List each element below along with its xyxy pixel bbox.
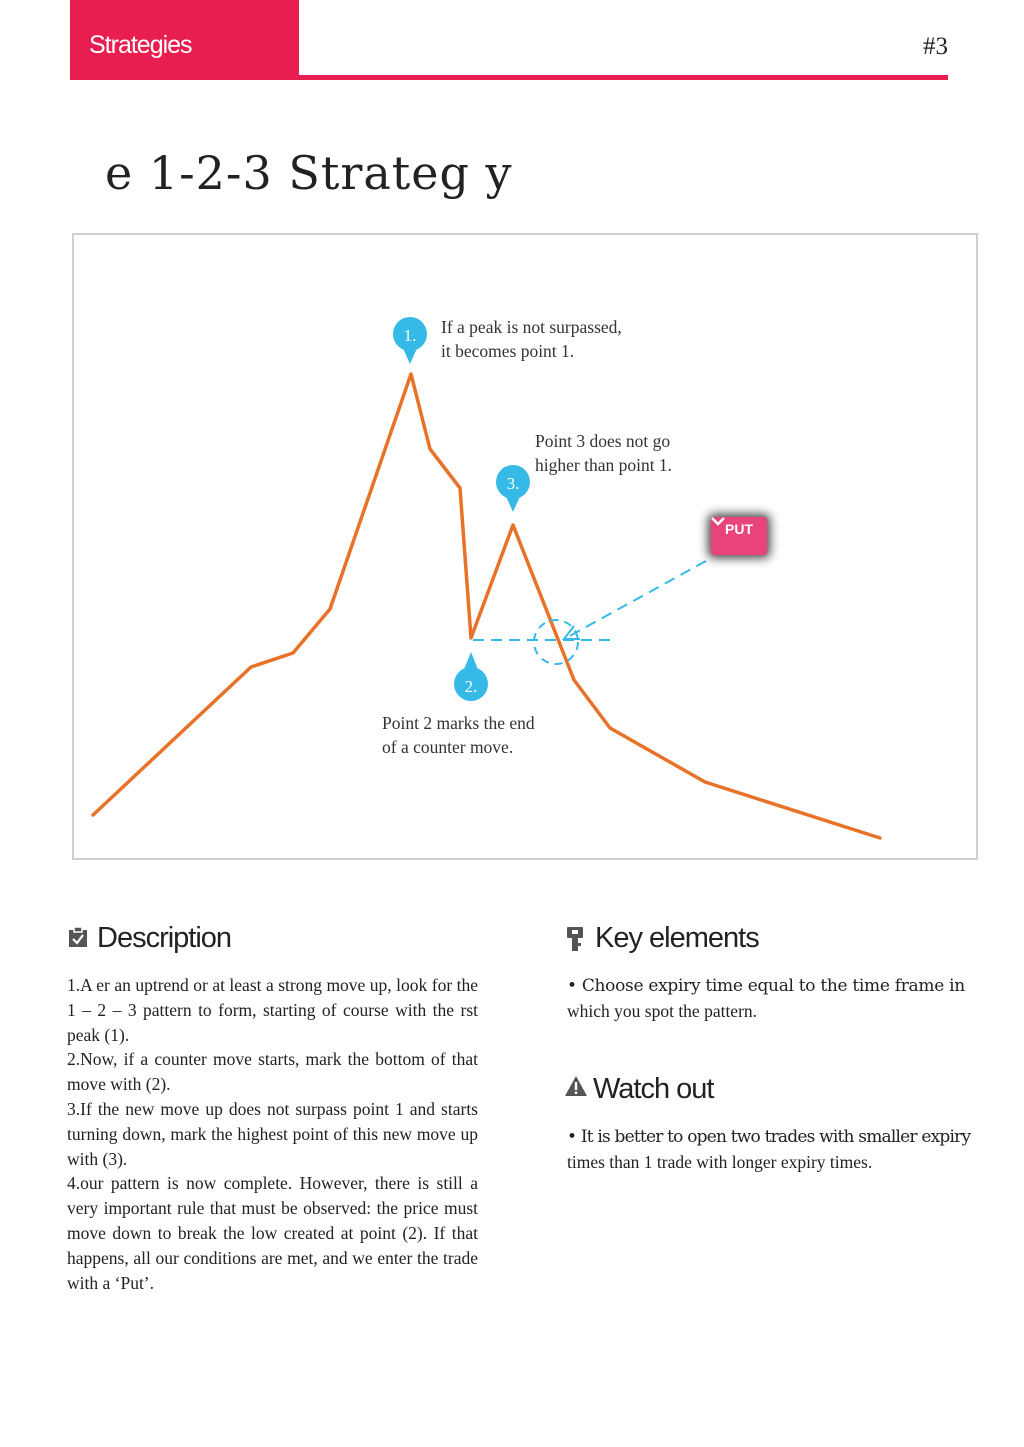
key-elements-rest: which you spot the pattern. <box>567 1000 758 1021</box>
warning-icon <box>564 1075 588 1097</box>
clipboard-check-icon <box>68 927 88 948</box>
key-elements-body <box>567 974 977 1023</box>
description-body <box>67 973 478 1295</box>
key-elements-heading: Key elements <box>595 922 759 954</box>
header-tab <box>70 0 299 76</box>
key-elements-lead: • Choose expiry time equal to the time frame in <box>567 976 965 996</box>
point-2-callout: Point 2 marks the end of a counter move. <box>382 713 535 757</box>
point-3-callout: Point 3 does not go higher than point 1. <box>535 431 673 475</box>
page-title: e 1-2-3 Strateg y <box>105 146 513 200</box>
point-2-marker <box>452 650 490 700</box>
point-1-marker <box>391 316 429 366</box>
put-button[interactable] <box>711 517 767 555</box>
description-step-4: 4.our pattern is now complete. However, there is still a very important rule that must be observed: the price must move down to break the low created at point (2). If that happens, all our conditions are met, and we enter the trade with a ‘Put’. <box>67 1173 478 1293</box>
watch-out-body <box>567 1125 977 1174</box>
point-2-label: 2. <box>464 677 478 696</box>
chevron-down-icon <box>711 517 725 526</box>
breakout-circle <box>534 620 578 664</box>
point-3-marker <box>494 464 532 514</box>
description-step-1: 1.A er an uptrend or at least a strong move up, look for the 1 – 2 – 3 pattern to form, starting of course with the rst peak (1). <box>67 975 478 1045</box>
page-number: #3 <box>923 33 948 60</box>
watch-out-lead: • It is better to open two trades with smaller expiry <box>567 1127 971 1147</box>
put-label: PUT <box>725 521 753 537</box>
description-step-2: 2.Now, if a counter move starts, mark the bottom of that move with (2). <box>67 1049 478 1095</box>
description-heading: Description <box>97 922 232 954</box>
point-1-callout: If a peak is not surpassed, it becomes point 1. <box>441 317 622 361</box>
section-label: Strategies <box>89 31 192 59</box>
point-3-label: 3. <box>506 474 520 493</box>
description-step-3: 3.If the new move up does not surpass point 1 and starts turning down, mark the highest point of this new move up with (3). <box>67 1098 478 1169</box>
price-line <box>93 374 880 838</box>
header-rule <box>70 75 948 80</box>
key-icon <box>566 926 584 952</box>
put-arrow-line <box>566 561 706 638</box>
watch-out-rest: times than 1 trade with longer expiry times. <box>567 1151 873 1172</box>
point-1-label: 1. <box>403 326 417 345</box>
watch-out-heading: Watch out <box>593 1073 714 1105</box>
strategy-diagram <box>72 233 978 860</box>
